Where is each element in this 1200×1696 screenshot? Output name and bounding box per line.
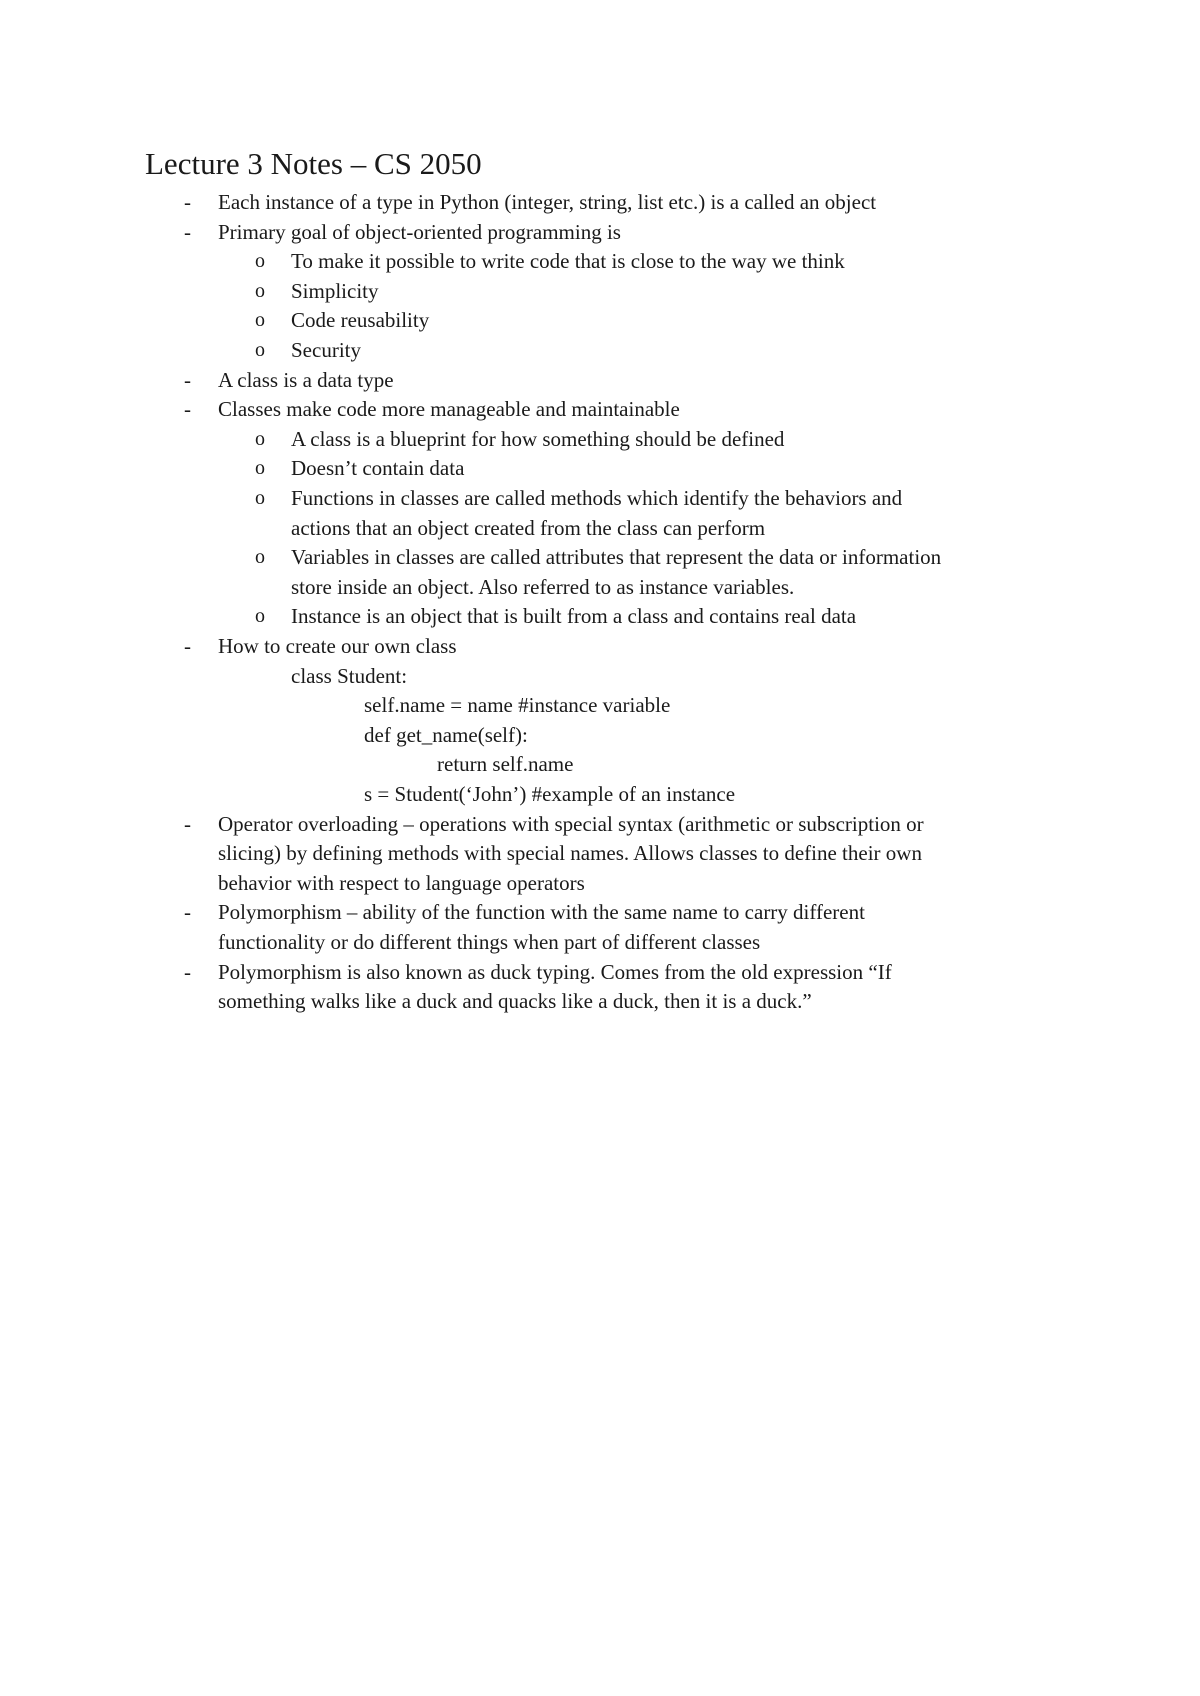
code-line: s = Student(‘John’) #example of an instance [364,782,736,806]
dash-bullet: - [184,812,191,836]
list-item-continuation: store inside an object. Also referred to as instance variables. [291,575,795,599]
sub-list-item: Code reusability [291,308,430,332]
sub-list-item: Doesn’t contain data [291,456,465,480]
sub-list-item: Security [291,338,361,362]
list-item-continuation: something walks like a duck and quacks like a duck, then it is a duck.” [218,989,812,1013]
list-item: Each instance of a type in Python (integer, string, list etc.) is a called an object [218,190,877,214]
list-item: Primary goal of object-oriented programming is [218,220,621,244]
dash-bullet: - [184,900,191,924]
dash-bullet: - [184,220,191,244]
dash-bullet: - [184,190,191,214]
sub-list-item: Simplicity [291,279,379,303]
list-item: Classes make code more manageable and maintainable [218,397,680,421]
list-item-continuation: behavior with respect to language operators [218,871,585,895]
sub-list-item: Functions in classes are called methods which identify the behaviors and [291,486,903,510]
dash-bullet: - [184,960,191,984]
circle-bullet: o [255,280,265,302]
circle-bullet: o [255,457,265,479]
page-title: Lecture 3 Notes – CS 2050 [145,146,482,181]
list-item-continuation: functionality or do different things when part of different classes [218,930,761,954]
circle-bullet: o [255,428,265,450]
list-item: Operator overloading – operations with special syntax (arithmetic or subscription or [218,812,924,836]
list-item: A class is a data type [218,368,394,392]
list-item-continuation: actions that an object created from the class can perform [291,516,766,540]
list-item: How to create our own class [218,634,457,658]
dash-bullet: - [184,397,191,421]
circle-bullet: o [255,546,265,568]
circle-bullet: o [255,309,265,331]
code-line: return self.name [437,752,574,776]
dash-bullet: - [184,368,191,392]
sub-list-item: A class is a blueprint for how something should be defined [291,427,785,451]
circle-bullet: o [255,487,265,509]
dash-bullet: - [184,634,191,658]
circle-bullet: o [255,339,265,361]
sub-list-item: To make it possible to write code that is close to the way we think [291,249,845,273]
circle-bullet: o [255,605,265,627]
sub-list-item: Instance is an object that is built from a class and contains real data [291,604,857,628]
code-line: self.name = name #instance variable [364,693,671,717]
list-item: Polymorphism – ability of the function with the same name to carry different [218,900,865,924]
code-line: class Student: [291,664,408,688]
sub-list-item: Variables in classes are called attributes that represent the data or information [291,545,942,569]
list-item-continuation: slicing) by defining methods with special names. Allows classes to define their own [218,841,922,865]
code-line: def get_name(self): [364,723,528,747]
list-item: Polymorphism is also known as duck typing. Comes from the old expression “If [218,960,892,984]
circle-bullet: o [255,250,265,272]
